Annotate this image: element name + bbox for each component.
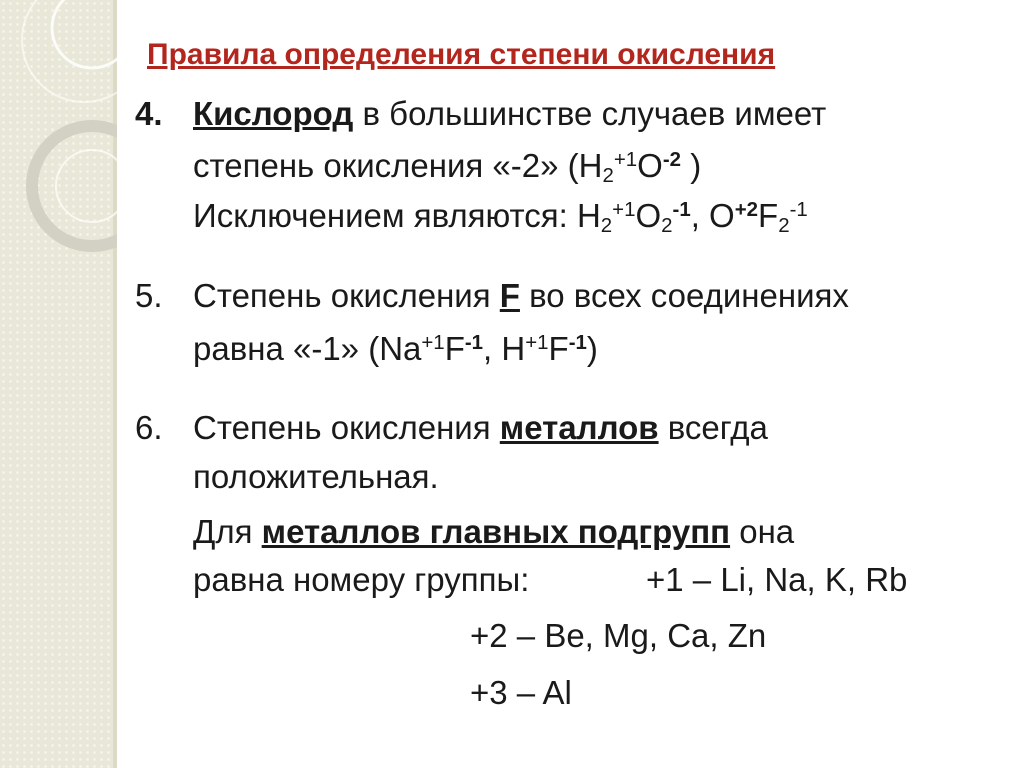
- rule-5-line-1: [193, 279, 849, 312]
- rule-6-line-1: [193, 411, 768, 444]
- subscript: 2: [778, 214, 790, 238]
- element-symbol: O: [635, 197, 662, 234]
- rule-5-number: 5.: [135, 277, 163, 314]
- group-2-metals: +2 – Be, Mg, Ca, Zn: [470, 617, 767, 654]
- group-1-metals: +1 – Li, Na, K, Rb: [646, 561, 908, 598]
- rule-4-number: 4.: [135, 95, 163, 132]
- rule-4-text: степень окисления «-2» (H: [193, 147, 603, 184]
- main-groups-term: металлов главных подгрупп: [261, 513, 731, 550]
- rule-4-line-2: [193, 147, 702, 188]
- rule-4-line-3: [193, 197, 808, 238]
- element-symbol: F: [444, 330, 465, 367]
- rule-4-text: ): [681, 147, 702, 184]
- superscript: +1: [525, 330, 549, 354]
- superscript: -1: [789, 197, 808, 221]
- rule-4-text: в большинстве случаев имеет: [362, 95, 827, 132]
- superscript: +1: [613, 147, 638, 171]
- rule-6-line-3: [193, 515, 794, 548]
- rule-6-number: 6.: [135, 409, 163, 446]
- rule-4-line-1: [193, 97, 826, 130]
- rule-6-text: всегда: [667, 409, 768, 446]
- decorative-rings: [0, 0, 117, 260]
- superscript: -2: [662, 147, 682, 171]
- rule-6-line-2: положительная.: [193, 458, 439, 495]
- oxygen-term: Кислород: [193, 95, 354, 132]
- rule-6-text: Степень окисления: [193, 409, 491, 446]
- subscript: 2: [661, 214, 673, 238]
- fluorine-term: F: [499, 277, 520, 314]
- superscript: -1: [672, 197, 691, 221]
- rule-5-text: во всех соединениях: [529, 277, 849, 314]
- superscript: +2: [734, 197, 759, 221]
- page-title: Правила определения степени окисления: [147, 38, 776, 71]
- rule-5-line-2: [193, 332, 598, 365]
- rule-6-text: она: [739, 513, 795, 550]
- subscript: 2: [600, 214, 613, 238]
- rule-5-text: , H: [483, 330, 526, 367]
- element-symbol: F: [548, 330, 569, 367]
- superscript: +1: [421, 330, 445, 354]
- rule-5-text: Степень окисления: [193, 277, 491, 314]
- rule-6-line-4: [193, 563, 529, 596]
- superscript: -1: [568, 330, 587, 354]
- element-symbol: O: [637, 147, 663, 184]
- element-symbol: F: [758, 197, 779, 234]
- metals-term: металлов: [499, 409, 659, 446]
- superscript: -1: [464, 330, 484, 354]
- rule-4-text: , O: [690, 197, 735, 234]
- rule-6-text: равна номеру группы:: [193, 561, 530, 598]
- group-3-metals: +3 – Al: [470, 674, 572, 711]
- rule-5-text: ): [586, 330, 598, 367]
- rule-6-text: Для: [193, 513, 253, 550]
- rule-5-text: равна «-1» (Na: [193, 330, 422, 367]
- subscript: 2: [602, 164, 614, 188]
- rule-4-text: Исключением являются: H: [193, 197, 601, 234]
- superscript: +1: [612, 197, 636, 221]
